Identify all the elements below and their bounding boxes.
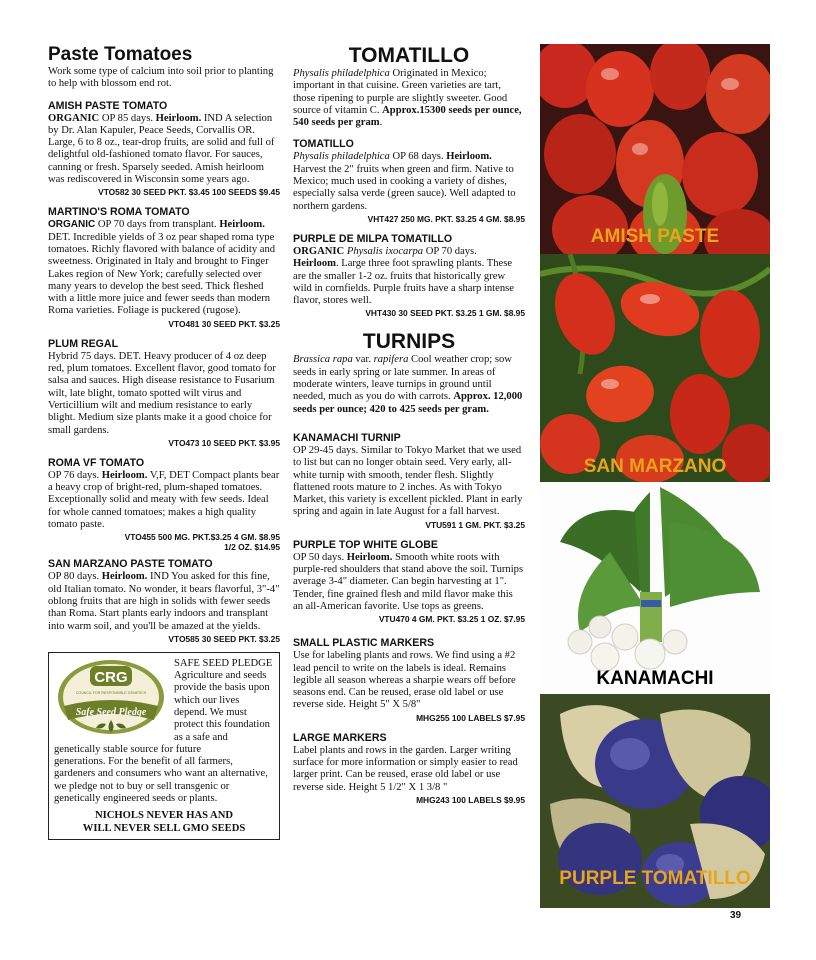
crg-safe-seed-logo <box>56 658 166 736</box>
martino-desc-text: DET. Incredible yields of 3 oz pear shaped roma type tomatoes. Richly flavored with balance of acidity and sweetness. Originated in Italy and brought to Finger Lakes region of New York; carefully selected over many years to develop the best seed. Thick fleshed with a little more juice and fewer seeds than modern Roma varieties. Foliage is puckered (rugose). <box>48 231 276 317</box>
purple-op: OP 70 days. <box>423 245 477 257</box>
purple-de-milpa-entry <box>293 233 525 318</box>
san-marzano-desc <box>48 571 280 632</box>
seed-count: Approx.15300 seeds per ounce, 540 seeds per gram <box>293 104 522 129</box>
heirloom-label: Heirloom <box>293 258 336 270</box>
tomatillo-intro <box>293 68 525 129</box>
purple-desc-text: . Large three foot sprawling plants. These are the smaller 1-2 oz. fruits that historically grew wild in cornfields. Purple fruits have a sharp intense flavor, stores well. <box>293 258 514 307</box>
heirloom-label: Heirloom. <box>446 151 492 163</box>
roma-desc-text: V,F, DET Compact plants bear a heavy crop of bright-red, plum-shaped tomatoes. Exceptionally solid and meaty with few seeds. Ideal for whole canned tomatoes; makes a high quality tomato paste. <box>48 469 280 531</box>
large-markers-desc: Label plants and rows in the garden. Larger writing surface for more information or simply easier to read larger print. Can be reused, erase old label or use reverse side. Height 5 1/2" X 1 3/8 " <box>293 744 518 793</box>
kanamachi-sku: VTU591 1 GM. PKT. $3.25 <box>425 519 525 530</box>
turnips-intro <box>293 354 525 415</box>
heirloom-label: Heirloom. <box>346 551 393 563</box>
tomatillo-desc-text: Harvest the 2" fruits when green and firm. Native to Mexico; much used in cooking a variety of dishes, especially salsa verde (green sauce). Well adapted to northern gardens. <box>293 163 516 212</box>
small-markers-entry <box>293 637 525 722</box>
pledge-text-rest: generations. For the benefit of all farmers, gardeners and consumers who want an alternative, we pledge not to buy or sell transgenic or genetically engineered seeds or plants. <box>54 756 268 805</box>
amish-paste-entry <box>48 100 280 198</box>
san-marzano-sku: VTO585 30 SEED PKT. $3.25 <box>168 633 280 644</box>
kanamachi-photo <box>540 482 770 694</box>
organic-label: ORGANIC <box>293 245 345 257</box>
plum-regal-title: PLUM REGAL <box>48 337 119 350</box>
organic-label: ORGANIC <box>48 219 96 231</box>
small-markers-desc: Use for labeling plants and rows. We find using a #2 lead pencil to write on the labels is ideal. Remains legible all season whereas a sharpie wears off before seasons end. Can be reused, erase old label or use reverse side. Height 5" X 5/8" <box>293 650 516 711</box>
tomatillo-entry <box>293 138 525 223</box>
martino-roma-entry <box>48 206 280 328</box>
san-marzano-entry <box>48 558 280 643</box>
paste-tomatoes-title: Paste Tomatoes <box>48 44 193 65</box>
martino-roma-desc <box>48 219 280 317</box>
paste-tomatoes-column <box>48 44 280 840</box>
purple-de-milpa-sku: VHT430 30 SEED PKT. $3.25 1 GM. $8.95 <box>365 308 525 319</box>
kanamachi-photo-label: KANAMACHI <box>596 668 714 689</box>
latin-name: Physalis philadelphica <box>293 68 390 79</box>
san-marzano-photo-label: SAN MARZANO <box>583 456 727 477</box>
plum-regal-desc: Hybrid 75 days. DET. Heavy producer of 4 oz deep red, plum tomatoes. Excellent flavor, good tomato for salsa and sauces. High disease resistance to Fusarium wilt, late blight, tomato spotted wilt virus and Verticillium wilt and medium resistance to early blight. Medium size plants make it a good choice for small gardens. <box>48 350 276 436</box>
purple-top-globe-sku: VTU470 4 GM. PKT. $3.25 1 OZ. $7.95 <box>378 614 525 625</box>
san-marzano-photo <box>540 254 770 482</box>
roma-vf-desc <box>48 470 280 531</box>
purple-top-globe-entry <box>293 539 525 624</box>
latin-name: rapifera <box>373 354 409 366</box>
svg-text:Safe Seed Pledge: Safe Seed Pledge <box>75 706 147 718</box>
kanamachi-entry <box>293 432 525 530</box>
organic-label: ORGANIC <box>48 112 100 124</box>
turnips-section-title: TURNIPS <box>362 330 456 354</box>
sanmarzano-op: OP 80 days. <box>48 571 102 583</box>
gmo-statement-line1: NICHOLS NEVER HAS AND <box>94 810 234 822</box>
small-markers-sku: MHG255 100 LABELS $7.95 <box>416 712 525 723</box>
var-text: var. <box>352 354 374 366</box>
purple-de-milpa-desc <box>293 246 525 307</box>
globe-op: OP 50 days. <box>293 551 347 563</box>
small-markers-title: SMALL PLASTIC MARKERS <box>293 637 435 650</box>
amish-paste-desc <box>48 113 280 187</box>
san-marzano-title: SAN MARZANO PASTE TOMATO <box>48 558 213 571</box>
heirloom-label: Heirloom. <box>219 219 265 231</box>
martino-roma-title: MARTINO'S ROMA TOMATO <box>48 206 190 219</box>
roma-vf-sku: VTO455 500 MG. PKT.$3.25 4 GM. $8.95 <box>124 532 280 543</box>
purple-top-globe-title: PURPLE TOP WHITE GLOBE <box>293 538 438 551</box>
photo-column <box>540 44 770 908</box>
gmo-statement <box>54 809 274 835</box>
amish-desc-text: IND A selection by Dr. Alan Kapuler, Peace Seeds, Corvallis OR. Large, 6 to 8 oz., tear-drop fruits, are solid and full of delightful old-fashioned tomato flavor. For sauces, canning or fresh. Sparsely seeded. Amish heirloom was rediscovered in Wisconsin some years ago. <box>48 112 275 186</box>
martino-roma-sku: VTO481 30 SEED PKT. $3.25 <box>168 318 280 329</box>
kanamachi-desc: OP 29-45 days. Similar to Tokyo Market that we used to list but can no longer obtain seed. Very early, all-white turnip with smooth, tender flesh. Slightly flattened roots mature to 2 inches. As with Tokyo Market, this variety is excellent pickled. Plant in early spring and again in late August for a fall harvest. <box>293 444 523 518</box>
latin-name: Physalis philadelphica <box>293 151 390 163</box>
page-number: 39 <box>730 910 742 921</box>
large-markers-sku: MHG243 100 LABELS $9.95 <box>416 794 525 805</box>
latin-name: Physalis ixocarpa <box>344 245 424 257</box>
amish-paste-sku: VTO582 30 SEED PKT. $3.45 100 SEEDS $9.45 <box>98 187 280 198</box>
heirloom-label: Heirloom. <box>101 571 148 583</box>
plum-regal-entry <box>48 338 280 448</box>
purple-de-milpa-title: PURPLE DE MILPA TOMATILLO <box>293 232 453 245</box>
tomatillo-turnip-column <box>293 44 525 805</box>
kanamachi-title: KANAMACHI TURNIP <box>293 431 401 444</box>
globe-desc-text: Smooth white roots with purple-red shoulders that stand above the soil. Turnips average 3-4" diameter. Can begin harvesting at 1". Tender, fine grained flesh and mild flavor make this an all-American favorite. Use tops as greens. <box>293 551 524 612</box>
large-markers-entry <box>293 732 525 805</box>
seed-count: Approx. 12,000 seeds per ounce; 420 to 425 seeds per gram. <box>293 391 523 415</box>
amish-paste-photo-label: AMISH PASTE <box>590 226 720 247</box>
svg-text:COUNCIL FOR RESPONSIBLE GENETI: COUNCIL FOR RESPONSIBLE GENETICS <box>75 690 147 695</box>
turnips-intro-text: Cool weather crop; sow seeds in early spring or late summer. In areas of moderate winters, leave turnips in ground until needed, much as you do with carrots. <box>293 354 512 403</box>
purple-top-globe-desc <box>293 552 525 613</box>
amish-paste-photo <box>540 44 770 254</box>
pledge-text-top: SAFE SEED PLEDGE Agriculture and seeds provide the basis upon which our lives depend. We must protect this foundation as a safe and genetically stable source for future <box>54 657 273 755</box>
amish-op: OP 85 days. <box>99 112 156 124</box>
tomatillo-section-title: TOMATILLO <box>348 44 470 67</box>
purple-tomatillo-photo-label: PURPLE TOMATILLO <box>559 868 751 889</box>
heirloom-label: Heirloom. <box>155 112 202 124</box>
sanmarzano-desc-text: IND You asked for this fine, old Italian tomato. No wonder, it bears flavorful, 3"-4" oblong fruits that are high in solids with fewer seeds than Roma. Start plants early indoors and transplant into warm soil, and you'll be amazed at the yields. <box>48 571 280 632</box>
plum-regal-sku: VTO473 10 SEED PKT. $3.95 <box>168 437 280 448</box>
roma-vf-title: ROMA VF TOMATO <box>48 456 145 469</box>
tomatillo-sku: VHT427 250 MG. PKT. $3.25 4 GM. $8.95 <box>367 213 525 224</box>
amish-paste-title: AMISH PASTE TOMATO <box>48 99 168 112</box>
paste-tomatoes-intro: Work some type of calcium into soil prior to planting to help with blossom end rot. <box>48 66 274 90</box>
intro-end: . <box>379 117 383 129</box>
svg-text:CRG: CRG <box>94 668 128 686</box>
safe-seed-pledge-box <box>48 652 280 840</box>
gmo-statement-line2: WILL NEVER SELL GMO SEEDS <box>82 823 246 835</box>
roma-vf-entry <box>48 457 280 552</box>
tomatillo-desc <box>293 151 525 212</box>
heirloom-label: Heirloom. <box>101 469 148 481</box>
latin-name: Brassica rapa <box>293 354 353 366</box>
purple-tomatillo-photo <box>540 694 770 908</box>
large-markers-title: LARGE MARKERS <box>293 731 387 744</box>
tomatillo-title: TOMATILLO <box>293 138 354 151</box>
roma-op: OP 76 days. <box>48 469 102 481</box>
tomatillo-op: OP 68 days. <box>389 151 447 163</box>
roma-vf-sku-2: 1/2 OZ. $14.95 <box>224 542 280 553</box>
tomatillo-intro-text: Originated in Mexico; important in that cuisine. Green varieties are tart, those ripening to purple are slightly sweeter. Good source of vitamin C. <box>293 68 508 116</box>
martino-op: OP 70 days from transplant. <box>95 219 220 231</box>
